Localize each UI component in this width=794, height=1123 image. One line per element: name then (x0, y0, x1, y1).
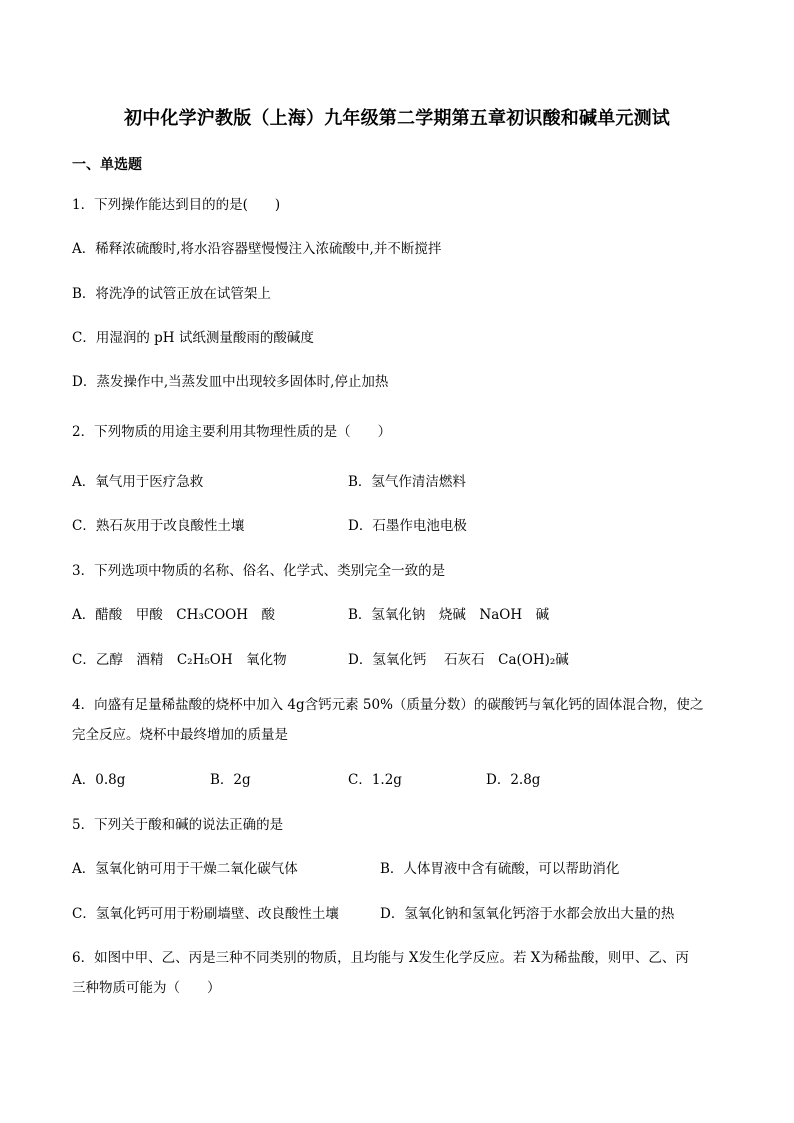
question-2-option-c: C．熟石灰用于改良酸性土壤 (72, 518, 245, 534)
question-1-option-b: B．将洗净的试管正放在试管架上 (72, 286, 271, 302)
question-5-option-b: B．人体胃液中含有硫酸，可以帮助消化 (380, 861, 620, 877)
question-3-option-a: A．醋酸 甲酸 CH₃COOH 酸 (72, 607, 276, 623)
question-1-option-c: C．用湿润的 pH 试纸测量酸雨的酸碱度 (72, 330, 314, 346)
question-5-option-a: A．氢氧化钠可用于干燥二氧化碳气体 (72, 861, 298, 877)
question-2-option-b: B．氢气作清洁燃料 (348, 474, 466, 490)
question-1-option-d: D．蒸发操作中,当蒸发皿中出现较多固体时,停止加热 (72, 374, 389, 390)
question-1-option-a: A．稀释浓硫酸时,将水沿容器壁慢慢注入浓硫酸中,并不断搅拌 (72, 241, 442, 257)
question-1-stem: 1．下列操作能达到目的的是( ) (72, 197, 281, 213)
question-2-stem: 2．下列物质的用途主要利用其物理性质的是（ ） (72, 424, 392, 440)
question-4-option-d: D．2.8g (486, 772, 541, 788)
question-6-stem-line-2: 三种物质可能为（ ） (72, 980, 221, 996)
question-2-option-a: A．氧气用于医疗急救 (72, 474, 204, 490)
question-4-stem-line-1: 4．向盛有足量稀盐酸的烧杯中加入 4g含钙元素 50%（质量分数）的碳酸钙与氧化钙的固体混合物，使之 (72, 697, 704, 713)
question-4-option-c: C．1.2g (348, 772, 402, 788)
question-4-option-b: B．2g (210, 772, 251, 788)
question-3-option-b: B．氢氧化钠 烧碱 NaOH 碱 (348, 607, 550, 623)
question-3-stem: 3．下列选项中物质的名称、俗名、化学式、类别完全一致的是 (72, 563, 446, 579)
question-3-option-d: D．氢氧化钙 石灰石 Ca(OH)₂碱 (348, 652, 569, 668)
question-3-option-c: C．乙醇 酒精 C₂H₅OH 氧化物 (72, 652, 287, 668)
document-title: 初中化学沪教版（上海）九年级第二学期第五章初识酸和碱单元测试 (124, 108, 670, 129)
question-2-option-d: D．石墨作电池电极 (348, 518, 467, 534)
section-heading: 一、单选题 (72, 157, 142, 173)
question-5-option-d: D．氢氧化钠和氢氧化钙溶于水都会放出大量的热 (380, 906, 675, 922)
question-5-option-c: C．氢氧化钙可用于粉刷墙壁、改良酸性土壤 (72, 906, 339, 922)
question-4-option-a: A．0.8g (72, 772, 126, 788)
question-5-stem: 5．下列关于酸和碱的说法正确的是 (72, 817, 284, 833)
question-6-stem-line-1: 6．如图中甲、乙、丙是三种不同类别的物质，且均能与 X发生化学反应。若 X为稀盐酸，则甲、乙、丙 (72, 950, 689, 966)
question-4-stem-line-2: 完全反应。烧杯中最终增加的质量是 (72, 727, 288, 743)
